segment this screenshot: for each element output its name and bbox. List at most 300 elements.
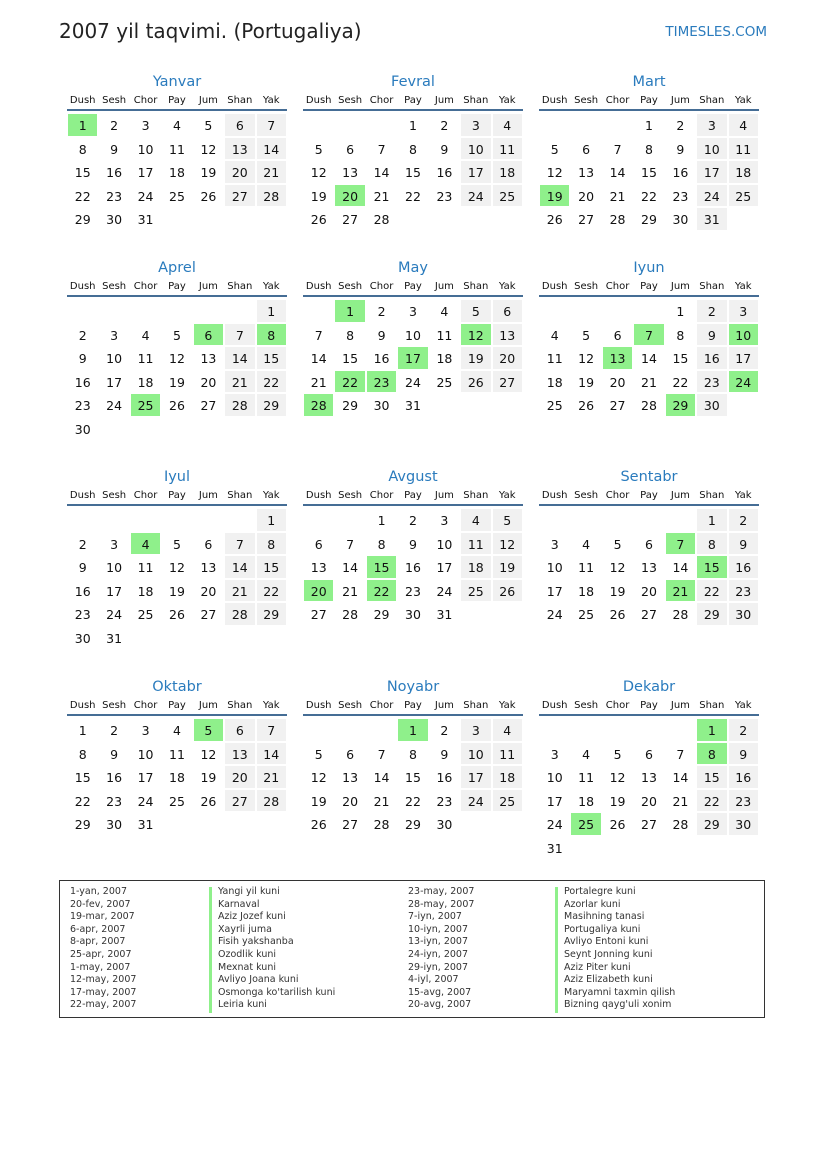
day-cell: 27 xyxy=(310,607,327,623)
day-cell: 19 xyxy=(460,346,491,370)
month-title: Mart xyxy=(632,74,666,90)
day-cell: 6 xyxy=(204,536,213,552)
day-cell: 10 xyxy=(460,137,491,161)
weekday-label: Jum xyxy=(670,700,690,711)
day-cell: 30 xyxy=(728,602,759,626)
day-cell: 27 xyxy=(200,607,217,623)
legend-entry: 4-iyl, 2007 xyxy=(408,974,459,986)
weekday-label: Yak xyxy=(498,490,516,501)
empty-cell xyxy=(539,718,570,742)
day-cell: 2 xyxy=(728,508,759,532)
legend-entry: 8-apr, 2007 xyxy=(70,936,126,948)
day-cell: 17 xyxy=(137,770,154,786)
day-cell: 5 xyxy=(204,118,213,133)
empty-cell xyxy=(193,299,224,323)
day-cell: 7 xyxy=(377,746,386,762)
day-cell: 9 xyxy=(728,742,759,766)
legend-entry: Mexnat kuni xyxy=(218,961,276,973)
empty-cell xyxy=(570,718,601,742)
day-cell: 16 xyxy=(672,165,689,181)
day-cell: 30 xyxy=(405,607,421,623)
weekday-label: Dush xyxy=(69,281,96,292)
empty-cell xyxy=(303,299,334,323)
weekday-label: Sesh xyxy=(574,700,599,711)
holiday-day-cell: 25 xyxy=(570,812,601,836)
day-cell: 25 xyxy=(169,793,185,809)
month-fevral xyxy=(303,70,523,231)
empty-cell xyxy=(570,299,601,323)
holiday-day-cell: 24 xyxy=(728,370,759,394)
day-cell: 5 xyxy=(460,299,491,323)
day-cell: 6 xyxy=(224,113,255,137)
day-cell: 31 xyxy=(137,212,154,228)
day-cell: 23 xyxy=(74,398,91,414)
day-cell: 13 xyxy=(578,165,595,181)
weekday-label: Pay xyxy=(640,700,658,711)
day-cell: 13 xyxy=(224,137,255,161)
day-cell: 29 xyxy=(373,607,390,623)
day-cell: 22 xyxy=(641,188,657,204)
day-cell: 26 xyxy=(310,817,327,833)
legend-entry: 20-fev, 2007 xyxy=(70,898,131,910)
legend-entry: Yangi yil kuni xyxy=(218,886,280,897)
day-cell: 21 xyxy=(373,793,390,809)
weekday-label: Yak xyxy=(734,700,752,711)
day-cell: 12 xyxy=(169,560,185,576)
day-cell: 27 xyxy=(641,607,657,623)
month-mart xyxy=(539,70,759,231)
day-cell: 8 xyxy=(676,327,685,343)
empty-cell xyxy=(130,299,161,323)
day-cell: 3 xyxy=(110,536,119,552)
day-cell: 9 xyxy=(110,746,119,762)
day-cell: 15 xyxy=(74,165,91,181)
legend-entry: Bizning qayg'uli xonim xyxy=(564,999,672,1011)
weekday-label: Yak xyxy=(262,490,280,501)
day-cell: 31 xyxy=(696,207,727,231)
day-cell: 19 xyxy=(200,770,217,786)
day-cell: 25 xyxy=(137,607,154,623)
month-title: Iyul xyxy=(163,469,191,485)
day-cell: 9 xyxy=(440,141,449,157)
weekday-label: Dush xyxy=(541,700,568,711)
weekday-label: Yak xyxy=(262,700,280,711)
day-cell: 5 xyxy=(173,536,181,552)
day-cell: 18 xyxy=(137,374,154,390)
day-cell: 29 xyxy=(74,817,91,833)
day-cell: 17 xyxy=(106,583,123,599)
day-cell: 16 xyxy=(74,583,91,599)
weekday-label: Chor xyxy=(133,490,158,501)
weekday-label: Yak xyxy=(498,95,516,106)
weekday-label: Jum xyxy=(198,95,218,106)
weekday-label: Pay xyxy=(404,95,422,106)
day-cell: 26 xyxy=(460,370,491,394)
day-cell: 22 xyxy=(74,793,91,809)
weekday-header xyxy=(303,95,523,111)
month-sentabr xyxy=(539,465,759,626)
day-grid xyxy=(303,508,523,626)
holiday-day-cell: 1 xyxy=(67,113,98,137)
day-cell: 14 xyxy=(373,165,390,181)
day-cell: 22 xyxy=(672,374,689,390)
day-cell: 27 xyxy=(492,370,523,394)
weekday-label: Shan xyxy=(227,95,253,106)
day-cell: 14 xyxy=(224,346,255,370)
day-cell: 2 xyxy=(110,118,119,133)
day-cell: 19 xyxy=(609,583,626,599)
day-cell: 18 xyxy=(169,770,185,786)
day-cell: 26 xyxy=(492,579,523,603)
day-cell: 30 xyxy=(74,630,91,646)
day-cell: 24 xyxy=(137,188,154,204)
day-grid xyxy=(303,113,523,231)
empty-cell xyxy=(161,299,192,323)
day-cell: 12 xyxy=(310,770,327,786)
day-cell: 4 xyxy=(492,113,523,137)
day-cell: 14 xyxy=(256,742,287,766)
day-cell: 11 xyxy=(728,137,759,161)
day-cell: 4 xyxy=(173,723,181,738)
day-cell: 13 xyxy=(492,323,523,347)
holiday-day-cell: 29 xyxy=(665,393,696,417)
day-cell: 16 xyxy=(373,351,390,367)
weekday-label: Sesh xyxy=(574,95,599,106)
holiday-day-cell: 20 xyxy=(334,184,365,208)
day-cell: 10 xyxy=(137,141,154,157)
day-cell: 19 xyxy=(578,374,595,390)
weekday-label: Shan xyxy=(699,281,725,292)
legend-dates-right xyxy=(408,886,474,1012)
empty-cell xyxy=(602,718,633,742)
weekday-label: Pay xyxy=(640,281,658,292)
legend-names-right xyxy=(564,886,675,1012)
weekday-label: Jum xyxy=(670,281,690,292)
empty-cell xyxy=(602,299,633,323)
day-cell: 29 xyxy=(256,393,287,417)
day-cell: 11 xyxy=(546,351,563,367)
day-cell: 25 xyxy=(436,374,453,390)
day-grid xyxy=(303,299,523,417)
weekday-label: Yak xyxy=(262,281,280,292)
month-aprel xyxy=(67,256,287,441)
day-cell: 23 xyxy=(106,793,123,809)
day-cell: 6 xyxy=(346,141,355,157)
empty-cell xyxy=(633,299,664,323)
weekday-label: Sesh xyxy=(338,700,363,711)
empty-cell xyxy=(303,718,334,742)
weekday-label: Pay xyxy=(168,490,186,501)
day-cell: 12 xyxy=(546,165,563,181)
day-cell: 23 xyxy=(436,793,453,809)
day-cell: 17 xyxy=(546,793,563,809)
day-cell: 19 xyxy=(169,583,185,599)
empty-cell xyxy=(539,299,570,323)
holiday-day-cell: 1 xyxy=(696,718,727,742)
day-cell: 23 xyxy=(728,789,759,813)
day-cell: 7 xyxy=(346,536,355,552)
legend-entry: 22-may, 2007 xyxy=(70,999,137,1011)
legend-names-left xyxy=(218,886,335,1012)
weekday-label: Pay xyxy=(640,490,658,501)
day-cell: 16 xyxy=(106,165,123,181)
day-cell: 28 xyxy=(672,607,689,623)
day-cell: 9 xyxy=(696,323,727,347)
day-cell: 24 xyxy=(546,817,563,833)
day-cell: 28 xyxy=(256,789,287,813)
day-cell: 9 xyxy=(728,532,759,556)
day-cell: 7 xyxy=(314,327,323,343)
day-cell: 28 xyxy=(609,212,626,228)
weekday-label: Jum xyxy=(434,490,454,501)
month-iyun xyxy=(539,256,759,417)
day-cell: 5 xyxy=(492,508,523,532)
day-cell: 16 xyxy=(106,770,123,786)
month-yanvar xyxy=(67,70,287,231)
day-cell: 18 xyxy=(137,583,154,599)
day-cell: 26 xyxy=(169,607,185,623)
day-cell: 30 xyxy=(672,212,689,228)
legend-entry: 6-apr, 2007 xyxy=(70,923,126,935)
weekday-label: Jum xyxy=(670,490,690,501)
day-cell: 7 xyxy=(256,718,287,742)
legend-entry: 15-avg, 2007 xyxy=(408,986,472,998)
day-cell: 18 xyxy=(546,374,563,390)
day-cell: 14 xyxy=(609,165,626,181)
month-title: May xyxy=(398,260,428,276)
day-cell: 3 xyxy=(460,113,491,137)
day-cell: 23 xyxy=(436,188,453,204)
weekday-header xyxy=(303,700,523,716)
weekday-label: Shan xyxy=(227,490,253,501)
day-cell: 21 xyxy=(342,583,359,599)
day-cell: 24 xyxy=(405,374,421,390)
day-cell: 20 xyxy=(200,374,217,390)
legend-entry: 1-may, 2007 xyxy=(70,961,131,973)
holiday-day-cell: 22 xyxy=(334,370,365,394)
weekday-label: Yak xyxy=(498,700,516,711)
empty-cell xyxy=(570,508,601,532)
weekday-header xyxy=(303,490,523,506)
day-cell: 26 xyxy=(609,607,626,623)
day-cell: 29 xyxy=(696,602,727,626)
day-cell: 15 xyxy=(256,555,287,579)
legend-entry: Masihning tanasi xyxy=(564,911,645,923)
day-cell: 4 xyxy=(492,718,523,742)
day-grid xyxy=(303,718,523,836)
day-cell: 23 xyxy=(74,607,91,623)
day-cell: 7 xyxy=(613,141,622,157)
weekday-label: Sesh xyxy=(338,281,363,292)
weekday-header xyxy=(303,281,523,297)
day-cell: 20 xyxy=(609,374,626,390)
month-dekabr xyxy=(539,675,759,860)
day-cell: 19 xyxy=(310,793,327,809)
day-cell: 2 xyxy=(728,718,759,742)
day-cell: 15 xyxy=(74,770,91,786)
legend-bar-right xyxy=(555,887,558,1013)
day-cell: 28 xyxy=(342,607,359,623)
day-cell: 11 xyxy=(492,742,523,766)
day-cell: 27 xyxy=(224,789,255,813)
day-cell: 1 xyxy=(645,118,653,133)
day-cell: 4 xyxy=(550,327,559,343)
day-cell: 14 xyxy=(224,555,255,579)
day-cell: 30 xyxy=(106,212,123,228)
weekday-label: Pay xyxy=(404,490,422,501)
day-cell: 27 xyxy=(641,817,657,833)
weekday-label: Shan xyxy=(463,700,489,711)
day-cell: 21 xyxy=(373,188,390,204)
day-cell: 1 xyxy=(256,508,287,532)
day-cell: 14 xyxy=(256,137,287,161)
weekday-label: Shan xyxy=(463,281,489,292)
day-cell: 8 xyxy=(409,141,417,157)
day-cell: 23 xyxy=(696,370,727,394)
day-cell: 23 xyxy=(728,579,759,603)
legend-entry: Avliyo Joana kuni xyxy=(218,974,299,986)
day-cell: 1 xyxy=(409,118,417,133)
day-cell: 18 xyxy=(436,351,453,367)
day-cell: 17 xyxy=(460,765,491,789)
site-link[interactable]: TIMESLES.COM xyxy=(665,24,767,40)
legend-entry: Aziz Jozef kuni xyxy=(218,911,286,923)
day-cell: 8 xyxy=(78,141,87,157)
holiday-day-cell: 1 xyxy=(334,299,365,323)
holiday-day-cell: 19 xyxy=(539,184,570,208)
weekday-label: Chor xyxy=(605,700,630,711)
day-cell: 5 xyxy=(314,141,323,157)
day-cell: 9 xyxy=(676,141,685,157)
day-cell: 24 xyxy=(137,793,154,809)
holiday-day-cell: 12 xyxy=(460,323,491,347)
empty-cell xyxy=(130,508,161,532)
day-cell: 12 xyxy=(492,532,523,556)
weekday-label: Dush xyxy=(69,700,96,711)
day-cell: 30 xyxy=(696,393,727,417)
holiday-day-cell: 5 xyxy=(193,718,224,742)
day-cell: 20 xyxy=(224,765,255,789)
day-cell: 18 xyxy=(492,160,523,184)
empty-cell xyxy=(633,508,664,532)
legend-entry: 25-apr, 2007 xyxy=(70,948,132,960)
day-cell: 10 xyxy=(460,742,491,766)
weekday-label: Dush xyxy=(305,281,332,292)
day-cell: 18 xyxy=(578,583,595,599)
holiday-day-cell: 21 xyxy=(665,579,696,603)
day-cell: 8 xyxy=(78,746,87,762)
empty-cell xyxy=(665,508,696,532)
day-cell: 14 xyxy=(672,770,689,786)
weekday-label: Shan xyxy=(699,700,725,711)
weekday-header xyxy=(539,700,759,716)
day-cell: 15 xyxy=(672,351,689,367)
weekday-label: Sesh xyxy=(574,490,599,501)
day-cell: 17 xyxy=(546,583,563,599)
holiday-day-cell: 7 xyxy=(665,532,696,556)
day-cell: 12 xyxy=(200,746,217,762)
day-cell: 2 xyxy=(78,536,87,552)
day-cell: 29 xyxy=(74,212,91,228)
weekday-label: Sesh xyxy=(102,490,127,501)
day-cell: 22 xyxy=(696,579,727,603)
day-cell: 2 xyxy=(440,118,449,133)
month-avgust xyxy=(303,465,523,626)
day-cell: 22 xyxy=(405,793,421,809)
day-cell: 21 xyxy=(256,765,287,789)
weekday-label: Pay xyxy=(168,281,186,292)
day-cell: 8 xyxy=(409,746,417,762)
holiday-day-cell: 10 xyxy=(728,323,759,347)
day-cell: 3 xyxy=(460,718,491,742)
empty-cell xyxy=(602,113,633,137)
day-cell: 9 xyxy=(440,746,449,762)
day-cell: 4 xyxy=(582,536,591,552)
day-cell: 14 xyxy=(641,351,657,367)
weekday-header xyxy=(67,490,287,506)
weekday-label: Chor xyxy=(605,490,630,501)
empty-cell xyxy=(539,113,570,137)
month-title: Oktabr xyxy=(152,679,202,695)
day-cell: 13 xyxy=(342,770,359,786)
page-title: 2007 yil taqvimi. (Portugaliya) xyxy=(59,19,362,43)
holiday-day-cell: 25 xyxy=(130,393,161,417)
day-cell: 14 xyxy=(373,770,390,786)
day-cell: 16 xyxy=(436,165,453,181)
day-cell: 13 xyxy=(200,351,217,367)
day-cell: 27 xyxy=(578,212,595,228)
holiday-day-cell: 8 xyxy=(696,742,727,766)
weekday-header xyxy=(67,281,287,297)
legend-entry: 13-iyn, 2007 xyxy=(408,936,469,948)
empty-cell xyxy=(303,113,334,137)
day-cell: 22 xyxy=(74,188,91,204)
day-cell: 28 xyxy=(641,398,657,414)
day-cell: 25 xyxy=(169,188,185,204)
weekday-label: Chor xyxy=(369,700,394,711)
month-oktabr xyxy=(67,675,287,836)
weekday-label: Jum xyxy=(434,95,454,106)
weekday-label: Pay xyxy=(404,281,422,292)
day-cell: 1 xyxy=(256,299,287,323)
weekday-label: Sesh xyxy=(102,95,127,106)
day-cell: 23 xyxy=(106,188,123,204)
day-cell: 5 xyxy=(173,327,181,343)
weekday-label: Dush xyxy=(69,490,96,501)
day-cell: 3 xyxy=(141,118,150,133)
day-cell: 16 xyxy=(728,555,759,579)
weekday-label: Dush xyxy=(305,95,332,106)
day-cell: 16 xyxy=(74,374,91,390)
day-cell: 3 xyxy=(409,304,417,319)
day-cell: 6 xyxy=(346,746,355,762)
empty-cell xyxy=(98,299,129,323)
weekday-header xyxy=(67,700,287,716)
day-cell: 12 xyxy=(169,351,185,367)
day-cell: 8 xyxy=(377,536,386,552)
day-cell: 28 xyxy=(373,817,390,833)
weekday-label: Pay xyxy=(640,95,658,106)
day-cell: 25 xyxy=(492,184,523,208)
legend-entry: Xayrli juma xyxy=(218,923,272,935)
weekday-label: Chor xyxy=(133,700,158,711)
day-cell: 6 xyxy=(492,299,523,323)
day-cell: 25 xyxy=(492,789,523,813)
day-cell: 8 xyxy=(346,327,355,343)
day-cell: 28 xyxy=(256,184,287,208)
day-cell: 15 xyxy=(256,346,287,370)
weekday-label: Dush xyxy=(305,700,332,711)
